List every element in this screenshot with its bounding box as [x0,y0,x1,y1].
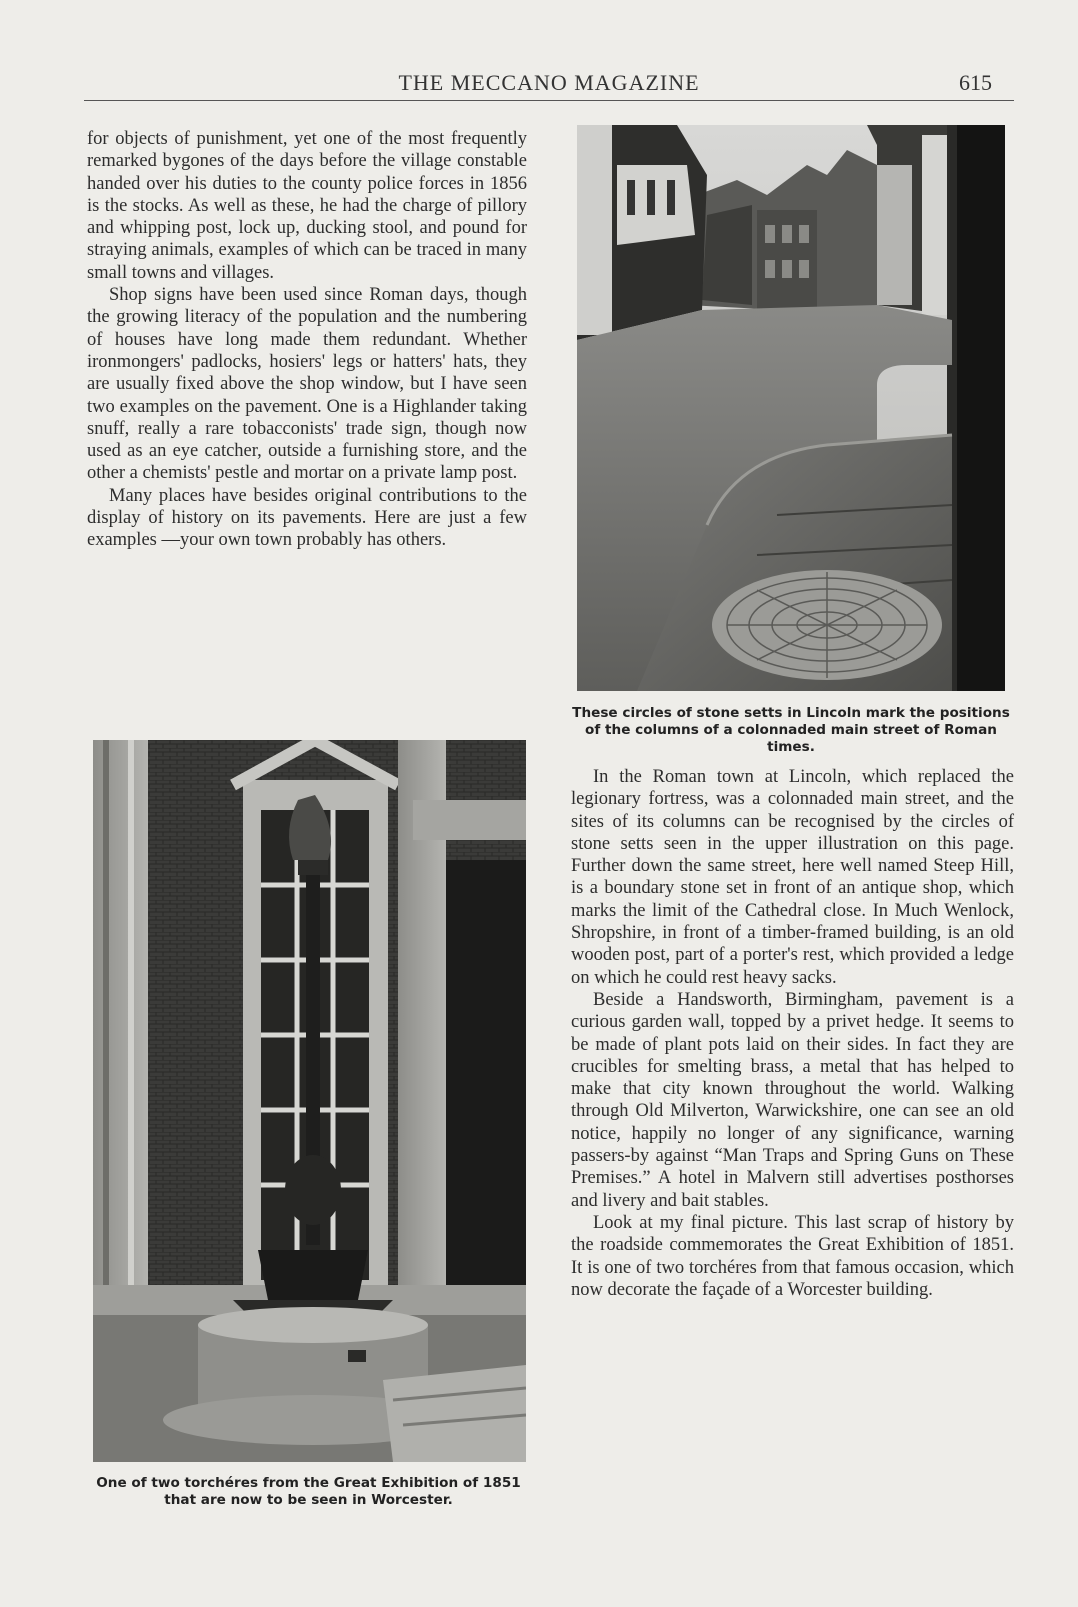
street-photo-caption: These circles of stone setts in Lincoln mark the positions of the columns of a colonnaded main street of Roman times. [572,705,1010,755]
paragraph: Shop signs have been used since Roman days, though the growing literacy of the population and the numbering of houses have long made them redundant. Whether ironmongers' padlocks, hosiers' legs or hatters' hats, they are usually fixed above the shop window, but I have seen two examples on the pavement. One is a Highlander taking snuff, really a rare tobacconists' trade sign, though now used as an eye catcher, outside a furnishing store, and the other a chemists' pestle and mortar on a private lamp post. [87,285,527,484]
torchere-photo-caption: One of two torchéres from the Great Exhibition of 1851 that are now to be seen in Worcester. [96,1475,521,1508]
paragraph: In the Roman town at Lincoln, which replaced the legionary fortress, was a colonnaded main street, and the sites of its columns can be recognised by the circles of stone setts seen in the upper illustration on this page. Further down the same street, here well named Steep Hill, is a boundary stone set in front of an antique shop, which marks the limit of the Cathedral close. In Much Wenlock, Shropshire, in front of a timber-framed building, is an old wooden post, part of a porter's rest, which provided a ledge on which he could rest heavy sacks. [571,767,1014,988]
torchere-image [93,740,526,1462]
paragraph: Many places have besides original contributions to the display of history on its pavements. Here are just a few examples —your own town probably has others. [87,485,527,551]
torchere-photo [93,740,526,1462]
lincoln-street-photo [577,125,1005,691]
running-head [84,66,1014,101]
left-text-column [87,128,527,552]
magazine-title: THE MECCANO MAGAZINE [398,70,700,95]
lincoln-street-image [577,125,1005,691]
page-number: 615 [959,70,992,95]
paragraph: Beside a Handsworth, Birmingham, pavement is a curious garden wall, topped by a privet hedge. It seems to be made of plant pots laid on their sides. In fact they are crucibles for smelting brass, a metal that has helped to make that city known throughout the world. Walking through Old Milverton, Warwickshire, one can see an old notice, happily no longer of any significance, warning passers-by against “Man Traps and Spring Guns on These Premises.” A hotel in Malvern still advertises posthorses and livery and bait stables. [571,989,1014,1211]
right-text-column [571,766,1014,1301]
paragraph: Look at my final picture. This last scrap of history by the roadside commemorates the Great Exhibition of 1851. It is one of two torchéres from that famous occasion, which now decorate the façade of a Worcester building. [571,1212,1014,1300]
paragraph: for objects of punishment, yet one of the most frequently remarked bygones of the days before the village constable handed over his duties to the county police forces in 1856 is the stocks. As well as these, he had the charge of pillory and whipping post, lock up, ducking stool, and pound for straying animals, examples of which can be traced in many small towns and villages. [87,129,527,283]
